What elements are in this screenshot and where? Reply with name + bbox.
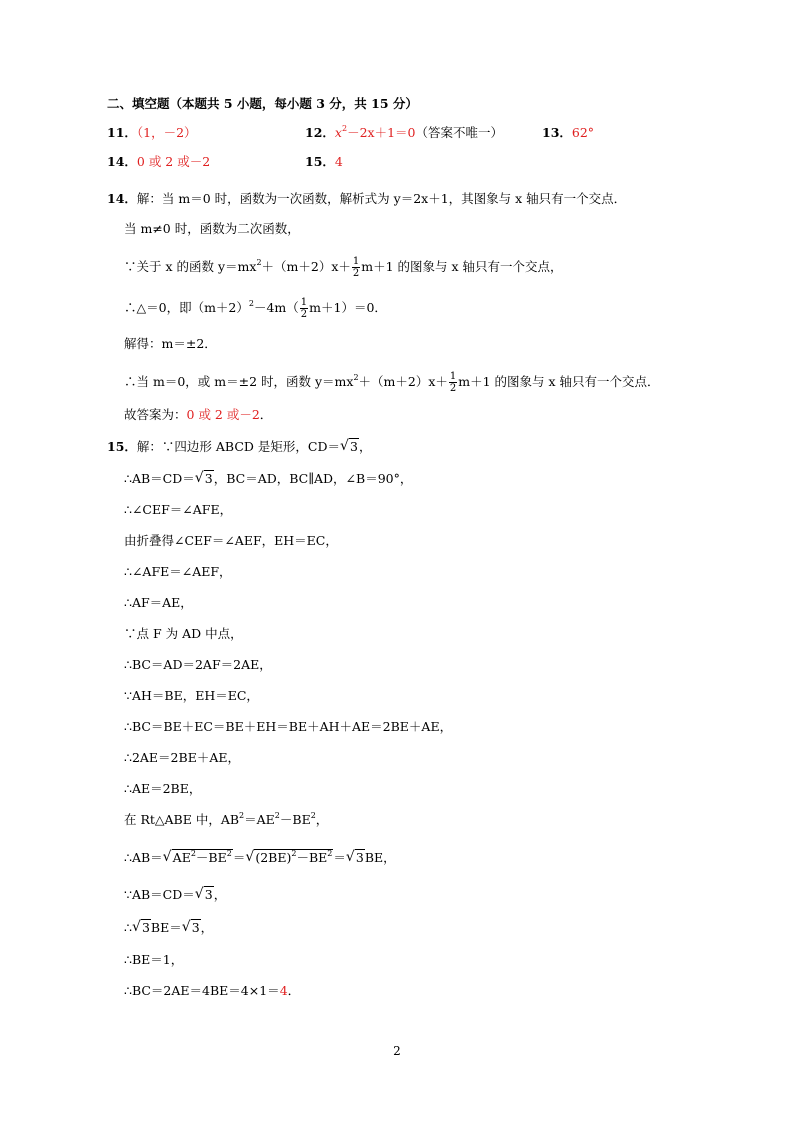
answer-12: 12．$x^2-2x+1=0$（答案不唯一） (305, 124, 503, 140)
section-title: 二、填空题（本题共 5 小题，每小题 3 分，共 15 分） (107, 96, 418, 111)
sol15-line-16: ∴√ 3BE＝√ 3， (124, 919, 213, 937)
sol15-line-6: ∴AF＝AE， (124, 595, 193, 610)
answer-13: 13．62° (542, 125, 595, 140)
sol15-line-14: ∴AB＝√ $AE^2-BE^2=√$ $(2BE)^2-BE^2=√$ 3BE， (124, 849, 396, 867)
sqrt-3: √ 3 (340, 438, 359, 456)
sqrt-3: √ 3 (195, 886, 214, 904)
sol15-line-4: 由折叠得∠CEF＝∠AEF，EH＝EC， (124, 533, 338, 548)
sol15-line-7: ∵点 F 为 AD 中点， (124, 626, 243, 641)
sqrt-3: √ 3 (132, 919, 151, 937)
page-number: 2 (393, 1044, 401, 1058)
sol15-line-1: 15．解：∵四边形 ABCD 是矩形，CD＝√ 3， (107, 438, 371, 456)
sol15-line-15: ∵AB＝CD＝√ 3， (124, 886, 226, 904)
sol15-line-8: ∴BC＝AD＝2AF＝2AE， (124, 657, 272, 672)
fraction-half: $\frac{1}{2}$ (449, 371, 457, 394)
sol14-line-2: 当 m≠0 时，函数为二次函数， (124, 221, 300, 236)
sol14-line-6: ∴当 m＝0，或 m＝±2 时，函数 $y=mx^2+(m+2)x+$ $\frac{1}{2}$ m＋1 的图象与 x 轴只有一个交点． (124, 371, 660, 394)
sol15-line-5: ∴∠AFE＝∠AEF， (124, 564, 232, 579)
sol15-line-17: ∴BE＝1， (124, 952, 184, 967)
sol15-line-3: ∴∠CEF＝∠AFE， (124, 502, 233, 517)
fraction-half: $\frac{1}{2}$ (300, 297, 308, 320)
sol14-line-1: 14．解：当 m＝0 时，函数为一次函数，解析式为 y＝2x＋1，其图象与 x 轴只有一个交点． (107, 191, 627, 206)
answer-row-2: 14．0 或 2 或－2 (107, 154, 211, 169)
fraction-half: $\frac{1}{2}$ (352, 256, 360, 279)
sol15-line-11: ∴2AE＝2BE＋AE， (124, 750, 240, 765)
sqrt-3: √ 3 (195, 470, 214, 488)
sqrt-3: √ 3 (182, 919, 201, 937)
sqrt-expression-2: √ $(2BE)^2-BE^2$ (245, 849, 333, 867)
answer-15: 15．4 (305, 154, 343, 169)
sqrt-3: √ 3 (346, 849, 365, 867)
sqrt-expression-1: √ $AE^2-BE^2$ (163, 849, 233, 867)
sol14-line-7: 故答案为：0 或 2 或－2． (124, 407, 273, 422)
answer-row-1: 11．（1，－2） (107, 125, 197, 140)
sol15-line-18: ∴BC＝2AE＝4BE＝4×1＝4． (124, 983, 301, 998)
sol14-line-4: ∴△＝0，即$(m+2)^2-4m$（ $\frac{1}{2}$ m＋1）＝0． (124, 297, 387, 320)
sol14-line-3: ∵关于 x 的函数 $y=mx^2+(m+2)x+$ $\frac{1}{2}$ m＋1 的图象与 x 轴只有一个交点， (124, 256, 563, 279)
sol15-line-9: ∵AH＝BE，EH＝EC， (124, 688, 259, 703)
sol14-line-5: 解得：m＝±2． (124, 336, 217, 351)
sol15-line-10: ∴BC＝BE＋EC＝BE＋EH＝BE＋AH＋AE＝2BE＋AE， (124, 719, 453, 734)
sol15-line-13: 在 Rt△ABE 中，$AB^2=AE^2-BE^2$， (124, 811, 329, 827)
sol15-line-2: ∴AB＝CD＝√ 3，BC＝AD，BC∥AD，∠B＝90°， (124, 470, 412, 488)
sol15-line-12: ∴AE＝2BE， (124, 781, 202, 796)
